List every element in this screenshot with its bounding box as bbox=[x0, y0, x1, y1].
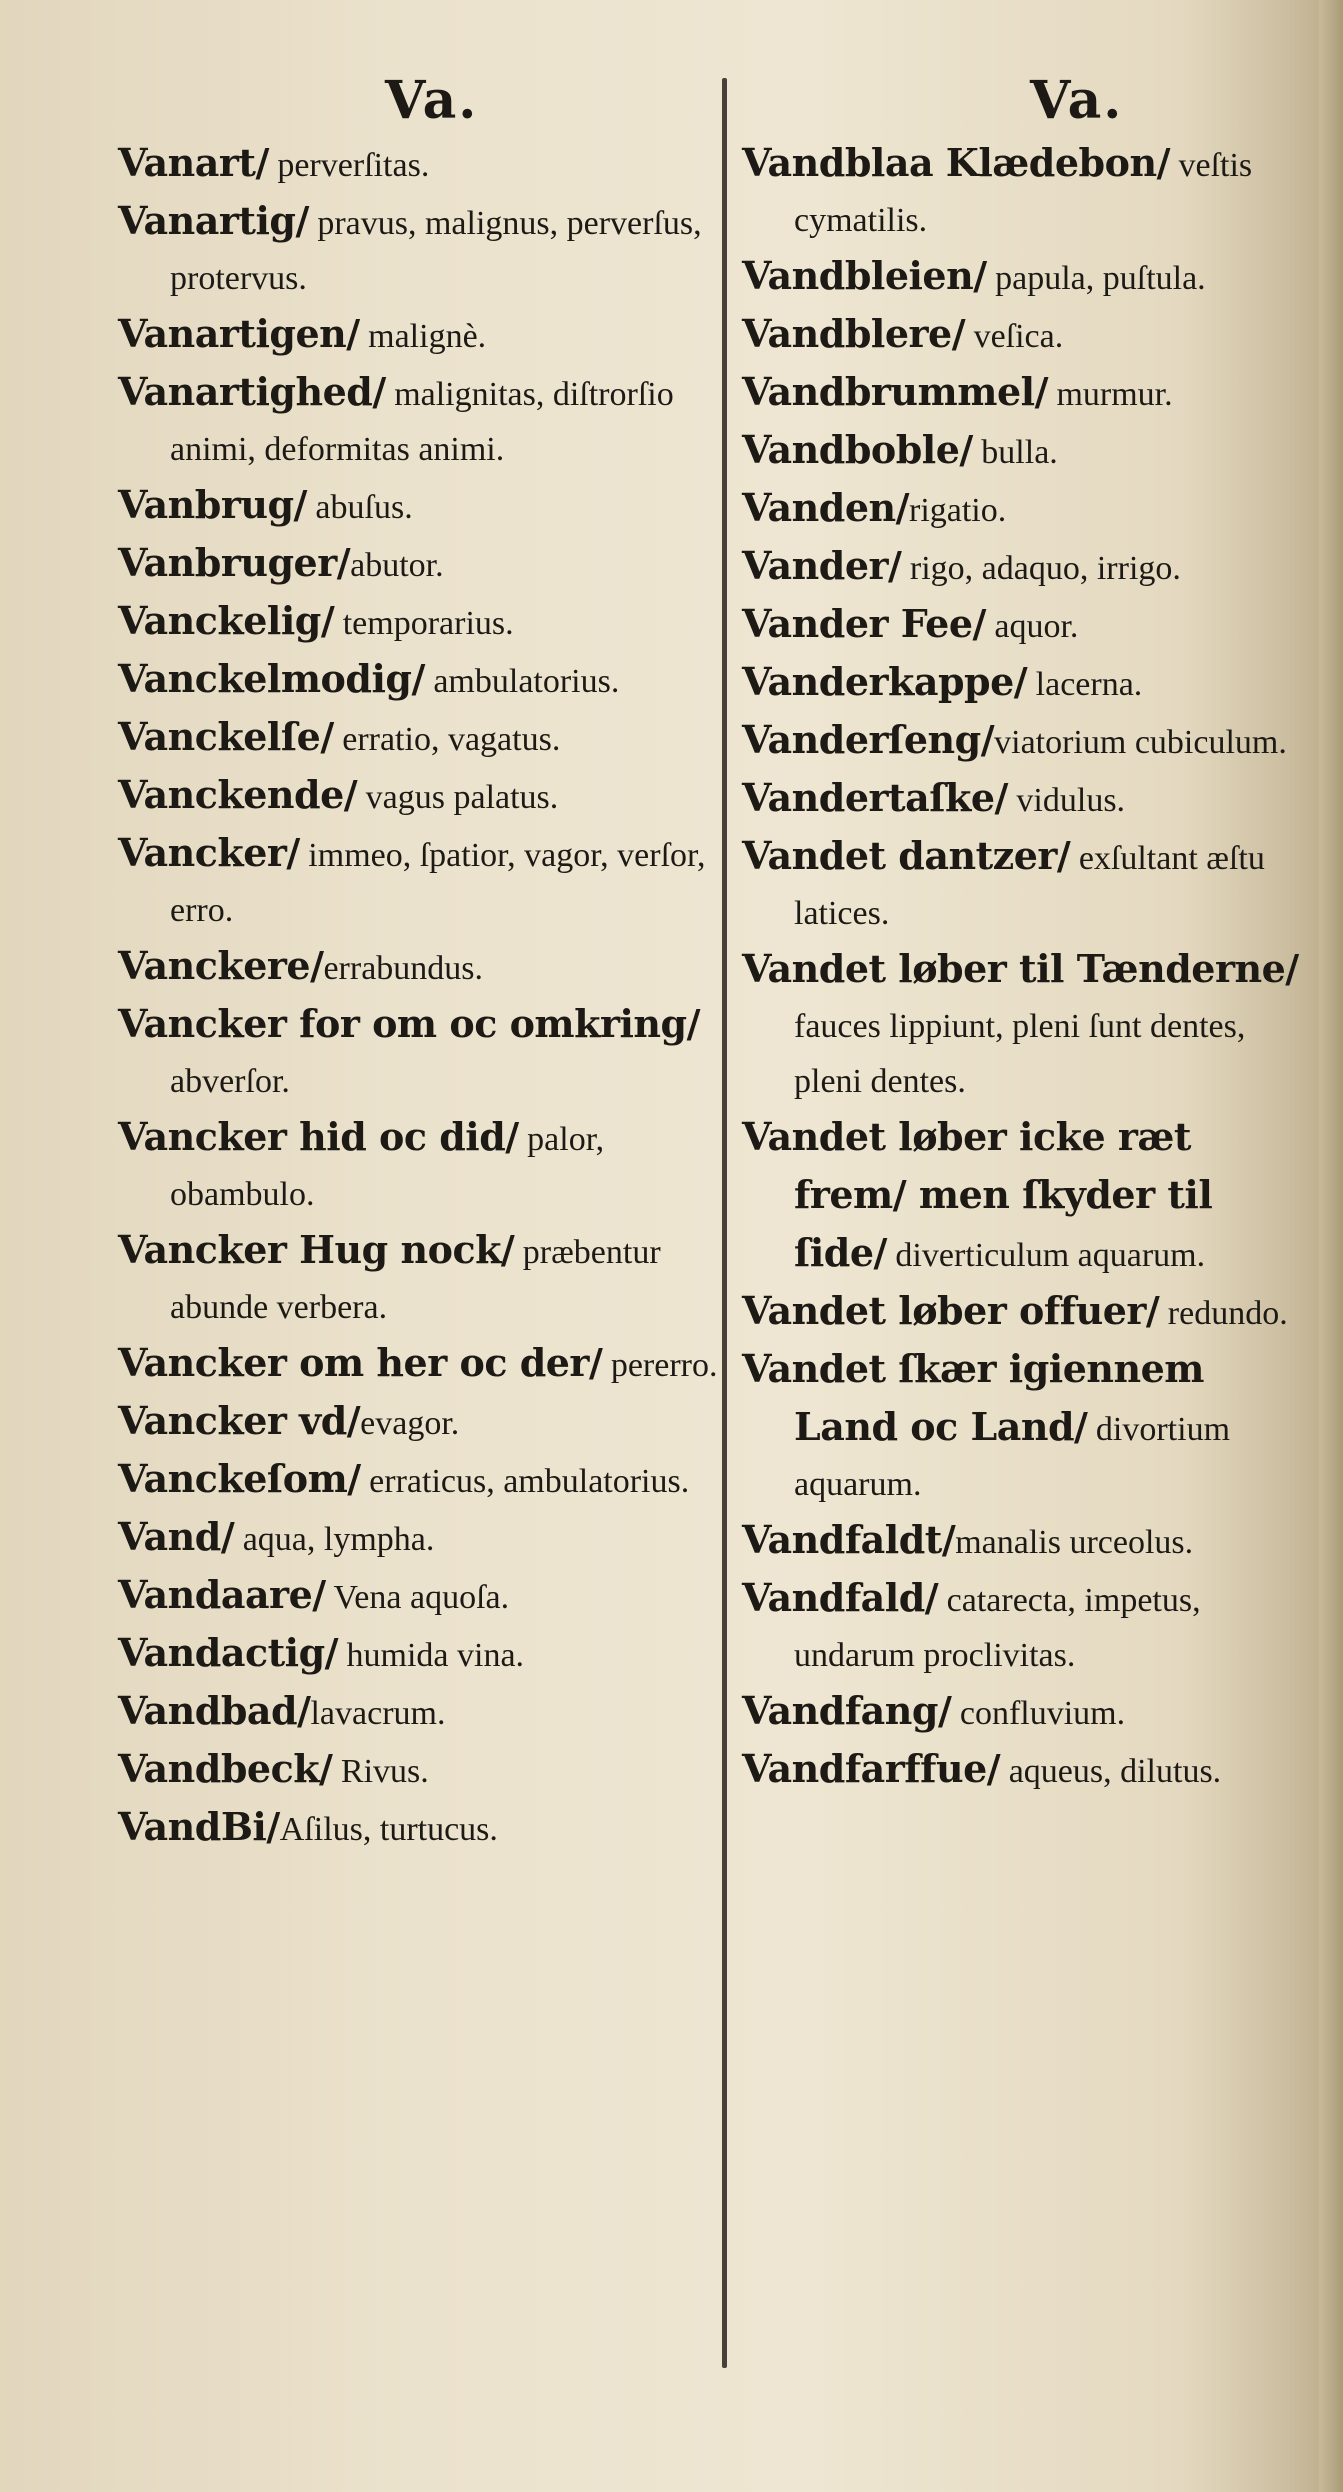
entry-headword: Vand/ bbox=[118, 1514, 235, 1559]
entry-headword: Vandfald/ bbox=[742, 1575, 939, 1620]
entry-headword: Vanart/ bbox=[118, 140, 269, 185]
dictionary-entry bbox=[118, 1799, 718, 1857]
running-head-left: Va. bbox=[385, 70, 479, 131]
dictionary-entry bbox=[118, 825, 718, 938]
entry-headword: Vancker vd/ bbox=[118, 1398, 361, 1443]
dictionary-entry bbox=[118, 364, 718, 477]
dictionary-entry bbox=[742, 1341, 1302, 1512]
dictionary-entry bbox=[118, 1509, 718, 1567]
dictionary-entry bbox=[742, 828, 1302, 941]
entry-headword: Vanartig/ bbox=[118, 198, 309, 243]
entry-headword: Vander Fee/ bbox=[742, 601, 986, 646]
entry-gloss: catarecta, impetus, undarum proclivitas. bbox=[794, 1582, 1201, 1674]
dictionary-entry bbox=[742, 1741, 1302, 1799]
entry-gloss: temporarius. bbox=[334, 605, 514, 642]
entry-headword: Vandet løber til Tænderne/ bbox=[742, 946, 1299, 991]
entry-gloss: erratio, vagatus. bbox=[333, 721, 561, 758]
entry-gloss: confluvium. bbox=[951, 1695, 1126, 1732]
dictionary-entry bbox=[118, 593, 718, 651]
entry-gloss: pererro. bbox=[602, 1347, 718, 1384]
dictionary-entry bbox=[742, 1512, 1302, 1570]
dictionary-entry bbox=[742, 1109, 1302, 1283]
dictionary-entry bbox=[742, 480, 1302, 538]
entry-gloss: malignitas, diſtrorſio animi, deformitas animi. bbox=[170, 376, 674, 468]
entry-gloss: veſtis cymatilis. bbox=[794, 147, 1253, 239]
dictionary-entry bbox=[118, 996, 718, 1109]
entry-gloss: fauces lippiunt, pleni ſunt dentes, pleni dentes. bbox=[794, 1008, 1246, 1100]
entry-gloss: Vena aquoſa. bbox=[325, 1579, 510, 1616]
dictionary-entry bbox=[118, 477, 718, 535]
entry-gloss: Rivus. bbox=[332, 1753, 429, 1790]
entry-gloss: immeo, ſpatior, vagor, verſor, erro. bbox=[170, 837, 706, 929]
entry-gloss: præbentur abunde verbera. bbox=[170, 1234, 661, 1326]
dictionary-entry bbox=[742, 941, 1302, 1109]
dictionary-entry bbox=[118, 1109, 718, 1222]
dictionary-entry bbox=[118, 193, 718, 306]
dictionary-entry bbox=[118, 1741, 718, 1799]
entry-gloss: exſultant æſtu latices. bbox=[794, 840, 1265, 932]
entry-headword: VandBi/ bbox=[118, 1804, 280, 1849]
entry-gloss: lacerna. bbox=[1027, 666, 1143, 703]
dictionary-entry bbox=[742, 306, 1302, 364]
dictionary-entry bbox=[742, 654, 1302, 712]
entry-headword: Vandertaſke/ bbox=[742, 775, 1008, 820]
entry-gloss: aquor. bbox=[985, 608, 1079, 645]
entry-headword: Vanartighed/ bbox=[118, 369, 386, 414]
entry-gloss: bulla. bbox=[972, 434, 1058, 471]
dictionary-entry bbox=[118, 651, 718, 709]
page-edge bbox=[1319, 0, 1343, 2492]
dictionary-entry bbox=[742, 1683, 1302, 1741]
entry-headword: Vancker/ bbox=[118, 830, 300, 875]
entry-headword: Vanckende/ bbox=[118, 772, 358, 817]
entry-gloss: aqueus, dilutus. bbox=[1000, 1753, 1222, 1790]
entry-headword: Vandet løber icke ræt frem/ men ſkyder til ſide/ bbox=[742, 1114, 1213, 1275]
dictionary-entry bbox=[118, 1393, 718, 1451]
entry-gloss: humida vina. bbox=[338, 1637, 525, 1674]
entry-headword: Vancker Hug nock/ bbox=[118, 1227, 515, 1272]
dictionary-entry bbox=[118, 535, 718, 593]
dictionary-entry bbox=[742, 364, 1302, 422]
entry-headword: Vandbeck/ bbox=[118, 1746, 333, 1791]
entry-gloss: ambulatorius. bbox=[424, 663, 620, 700]
dictionary-entry bbox=[742, 712, 1302, 770]
entry-gloss: Aſilus, turtucus. bbox=[279, 1811, 498, 1848]
entry-headword: Vandet ſkær igiennem Land oc Land/ bbox=[742, 1346, 1205, 1449]
entry-headword: Vandbleien/ bbox=[742, 253, 987, 298]
dictionary-entry bbox=[118, 1335, 718, 1393]
dictionary-entry bbox=[118, 1683, 718, 1741]
entry-headword: Vanckelſe/ bbox=[118, 714, 334, 759]
entry-headword: Vandactig/ bbox=[118, 1630, 339, 1675]
dictionary-entry bbox=[742, 1283, 1302, 1341]
entry-headword: Vandblaa Klædebon/ bbox=[742, 140, 1170, 185]
entry-gloss: pravus, malignus, perverſus, protervus. bbox=[170, 205, 702, 297]
dictionary-entry bbox=[118, 938, 718, 996]
entry-headword: Vanartigen/ bbox=[118, 311, 360, 356]
dictionary-entry bbox=[742, 770, 1302, 828]
entry-gloss: redundo. bbox=[1159, 1295, 1288, 1332]
running-head-right: Va. bbox=[1030, 70, 1124, 131]
entry-gloss: malignè. bbox=[359, 318, 487, 355]
left-column bbox=[118, 135, 718, 1857]
dictionary-entry bbox=[118, 1451, 718, 1509]
dictionary-entry bbox=[118, 306, 718, 364]
entry-headword: Vanckelig/ bbox=[118, 598, 335, 643]
entry-headword: Vandbad/ bbox=[118, 1688, 311, 1733]
dictionary-entry bbox=[118, 1567, 718, 1625]
entry-gloss: abutor. bbox=[350, 547, 444, 584]
entry-headword: Vander/ bbox=[742, 543, 902, 588]
entry-headword: Vanbrug/ bbox=[118, 482, 307, 527]
dictionary-entry bbox=[742, 596, 1302, 654]
entry-gloss: diverticulum aquarum. bbox=[886, 1237, 1206, 1274]
entry-headword: Vanderſeng/ bbox=[742, 717, 995, 762]
dictionary-entry bbox=[742, 1570, 1302, 1683]
dictionary-entry bbox=[118, 709, 718, 767]
right-column bbox=[742, 135, 1302, 1799]
dictionary-entry bbox=[742, 248, 1302, 306]
entry-gloss: evagor. bbox=[360, 1405, 460, 1442]
entry-headword: Vanckere/ bbox=[118, 943, 324, 988]
dictionary-entry bbox=[742, 538, 1302, 596]
entry-gloss: perverſitas. bbox=[268, 147, 430, 184]
entry-gloss: lavacrum. bbox=[310, 1695, 446, 1732]
entry-headword: Vandaare/ bbox=[118, 1572, 326, 1617]
dictionary-entry bbox=[118, 135, 718, 193]
entry-headword: Vanbruger/ bbox=[118, 540, 351, 585]
entry-headword: Vandfang/ bbox=[742, 1688, 952, 1733]
entry-headword: Vanckeſom/ bbox=[118, 1456, 361, 1501]
entry-gloss: abuſus. bbox=[306, 489, 413, 526]
dictionary-entry bbox=[742, 422, 1302, 480]
entry-headword: Vandboble/ bbox=[742, 427, 973, 472]
entry-gloss: divortium aquarum. bbox=[794, 1411, 1231, 1503]
entry-gloss: viatorium cubiculum. bbox=[994, 724, 1287, 761]
dictionary-entry bbox=[118, 1222, 718, 1335]
dictionary-entry bbox=[118, 1625, 718, 1683]
entry-gloss: veſica. bbox=[965, 318, 1064, 355]
entry-gloss: errabundus. bbox=[323, 950, 484, 987]
entry-headword: Vandbrummel/ bbox=[742, 369, 1048, 414]
entry-headword: Vanckelmodig/ bbox=[118, 656, 425, 701]
entry-gloss: rigo, adaquo, irrigo. bbox=[901, 550, 1181, 587]
dictionary-entry bbox=[742, 135, 1302, 248]
entry-headword: Vandfaldt/ bbox=[742, 1517, 956, 1562]
entry-gloss: murmur. bbox=[1047, 376, 1173, 413]
entry-gloss: papula, puſtula. bbox=[986, 260, 1206, 297]
entry-headword: Vancker hid oc did/ bbox=[118, 1114, 519, 1159]
entry-headword: Vancker for om oc omkring/ bbox=[118, 1001, 700, 1046]
entry-gloss: erraticus, ambulatorius. bbox=[360, 1463, 690, 1500]
entry-gloss: palor, obambulo. bbox=[170, 1121, 605, 1213]
column-divider bbox=[722, 78, 727, 2368]
entry-gloss: abverſor. bbox=[170, 1063, 290, 1100]
entry-gloss: manalis urceolus. bbox=[955, 1524, 1194, 1561]
entry-headword: Vandet løber offuer/ bbox=[742, 1288, 1160, 1333]
entry-headword: Vandfarffue/ bbox=[742, 1746, 1001, 1791]
entry-gloss: vidulus. bbox=[1007, 782, 1126, 819]
entry-headword: Vanderkappe/ bbox=[742, 659, 1028, 704]
entry-gloss: aqua, lympha. bbox=[234, 1521, 435, 1558]
entry-headword: Vanden/ bbox=[742, 485, 909, 530]
entry-headword: Vancker om her oc der/ bbox=[118, 1340, 603, 1385]
entry-headword: Vandet dantzer/ bbox=[742, 833, 1071, 878]
entry-gloss: vagus palatus. bbox=[357, 779, 559, 816]
entry-headword: Vandblere/ bbox=[742, 311, 966, 356]
dictionary-entry bbox=[118, 767, 718, 825]
entry-gloss: rigatio. bbox=[909, 492, 1007, 529]
